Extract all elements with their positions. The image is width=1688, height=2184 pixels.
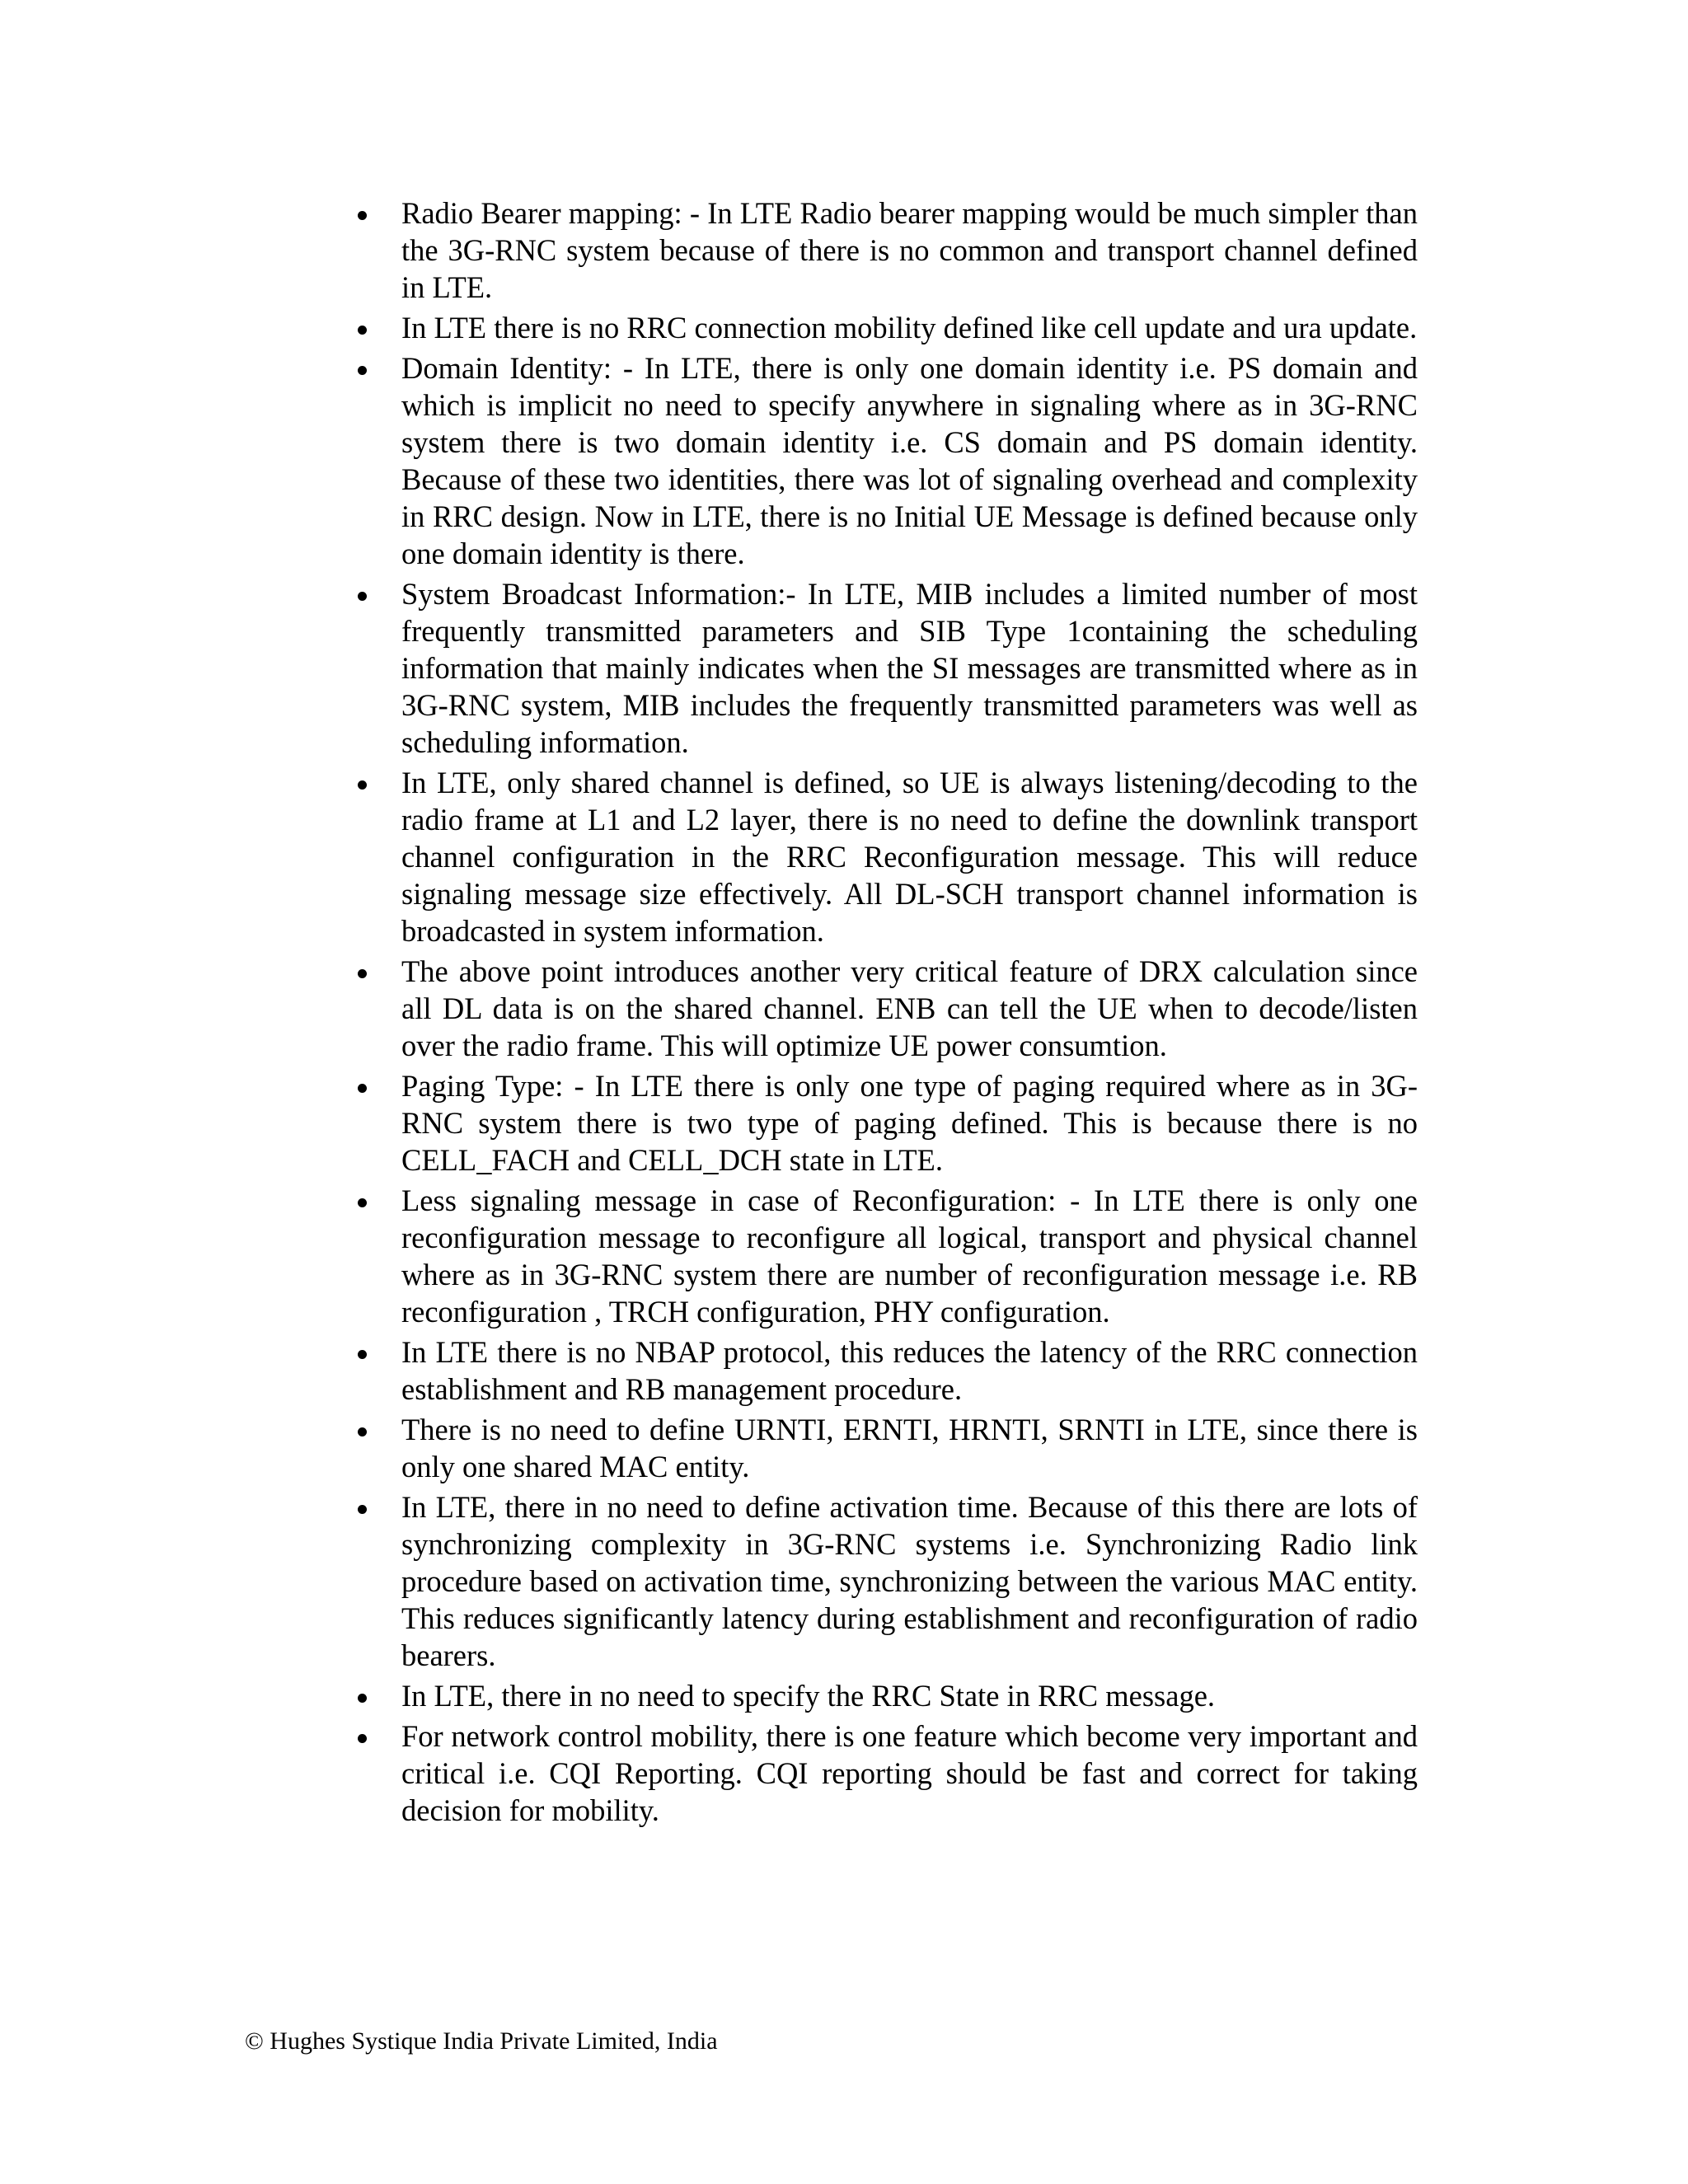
bullet-icon (358, 969, 367, 978)
bullet-text: In LTE there is no NBAP protocol, this reduces the latency of the RRC connection establishment and RB management procedure. (401, 1335, 1418, 1406)
bullet-text: In LTE, only shared channel is defined, so UE is always listening/decoding to the radio frame at L1 and L2 layer, there is no need to define the downlink transport channel configuration in the RRC Reconfiguration message. This will reduce signaling message size effectively. All DL-SCH transport channel information is broadcasted in system information. (401, 766, 1418, 948)
bullet-text: The above point introduces another very critical feature of DRX calculation since all DL data is on the shared channel. ENB can tell the UE when to decode/listen over the radio frame. This will optimize UE power consumtion. (401, 954, 1418, 1062)
list-item (346, 764, 1418, 949)
bullet-text: Paging Type: - In LTE there is only one type of paging required where as in 3G-RNC system there is two type of paging defined. This is because there is no CELL_FACH and CELL_DCH state in LTE. (401, 1069, 1418, 1177)
list-item (346, 1677, 1418, 1714)
bullet-text: In LTE, there in no need to define activation time. Because of this there are lots of synchronizing complexity in 3G-RNC systems i.e. Synchronizing Radio link procedure based on activation time, synchronizing between the various MAC entity. This reduces significantly latency during establishment and reconfiguration of radio bearers. (401, 1490, 1418, 1672)
bullet-text: Less signaling message in case of Reconfiguration: - In LTE there is only one reconfiguration message to reconfigure all logical, transport and physical channel where as in 3G-RNC system there are number of reconfiguration message i.e. RB reconfiguration , TRCH configuration, PHY configuration. (401, 1183, 1418, 1329)
bullet-text: Domain Identity: - In LTE, there is only one domain identity i.e. PS domain and which is implicit no need to specify anywhere in signaling where as in 3G-RNC system there is two domain identity i.e. CS domain and PS domain identity. Because of these two identities, there was lot of signaling overhead and complexity in RRC design. Now in LTE, there is no Initial UE Message is defined because only one domain identity is there. (401, 351, 1418, 570)
bullet-icon (358, 366, 367, 375)
bullet-list (346, 194, 1418, 1832)
list-item (346, 1411, 1418, 1485)
bullet-icon (358, 1198, 367, 1207)
bullet-icon (358, 1084, 367, 1093)
bullet-text: For network control mobility, there is one feature which become very important and critical i.e. CQI Reporting. CQI reporting should be fast and correct for taking decision for mobility. (401, 1719, 1418, 1827)
bullet-icon (358, 1427, 367, 1436)
list-item (346, 349, 1418, 572)
bullet-text: There is no need to define URNTI, ERNTI, HRNTI, SRNTI in LTE, since there is only one shared MAC entity. (401, 1413, 1418, 1483)
bullet-icon (358, 211, 367, 220)
bullet-text: In LTE, there in no need to specify the RRC State in RRC message. (401, 1679, 1216, 1713)
list-item (346, 953, 1418, 1064)
list-item (346, 575, 1418, 761)
bullet-icon (358, 780, 367, 790)
list-item (346, 1718, 1418, 1829)
list-item (346, 1067, 1418, 1179)
list-item (346, 309, 1418, 346)
bullet-icon (358, 1505, 367, 1514)
list-item (346, 194, 1418, 306)
bullet-text: In LTE there is no RRC connection mobility defined like cell update and ura update. (401, 311, 1418, 344)
list-item (346, 1333, 1418, 1408)
bullet-icon (358, 1734, 367, 1743)
bullet-icon (358, 1350, 367, 1359)
bullet-icon (358, 326, 367, 335)
bullet-text: System Broadcast Information:- In LTE, MIB includes a limited number of most frequently transmitted parameters and SIB Type 1containing the scheduling information that mainly indicates when the SI messages are transmitted where as in 3G-RNC system, MIB includes the frequently transmitted parameters was well as scheduling information. (401, 577, 1418, 759)
footer-copyright: © Hughes Systique India Private Limited, India (245, 2027, 718, 2055)
bullet-icon (358, 1694, 367, 1703)
list-item (346, 1182, 1418, 1330)
bullet-icon (358, 592, 367, 601)
bullet-text: Radio Bearer mapping: - In LTE Radio bearer mapping would be much simpler than the 3G-RNC system because of there is no common and transport channel defined in LTE. (401, 196, 1418, 304)
list-item (346, 1488, 1418, 1674)
